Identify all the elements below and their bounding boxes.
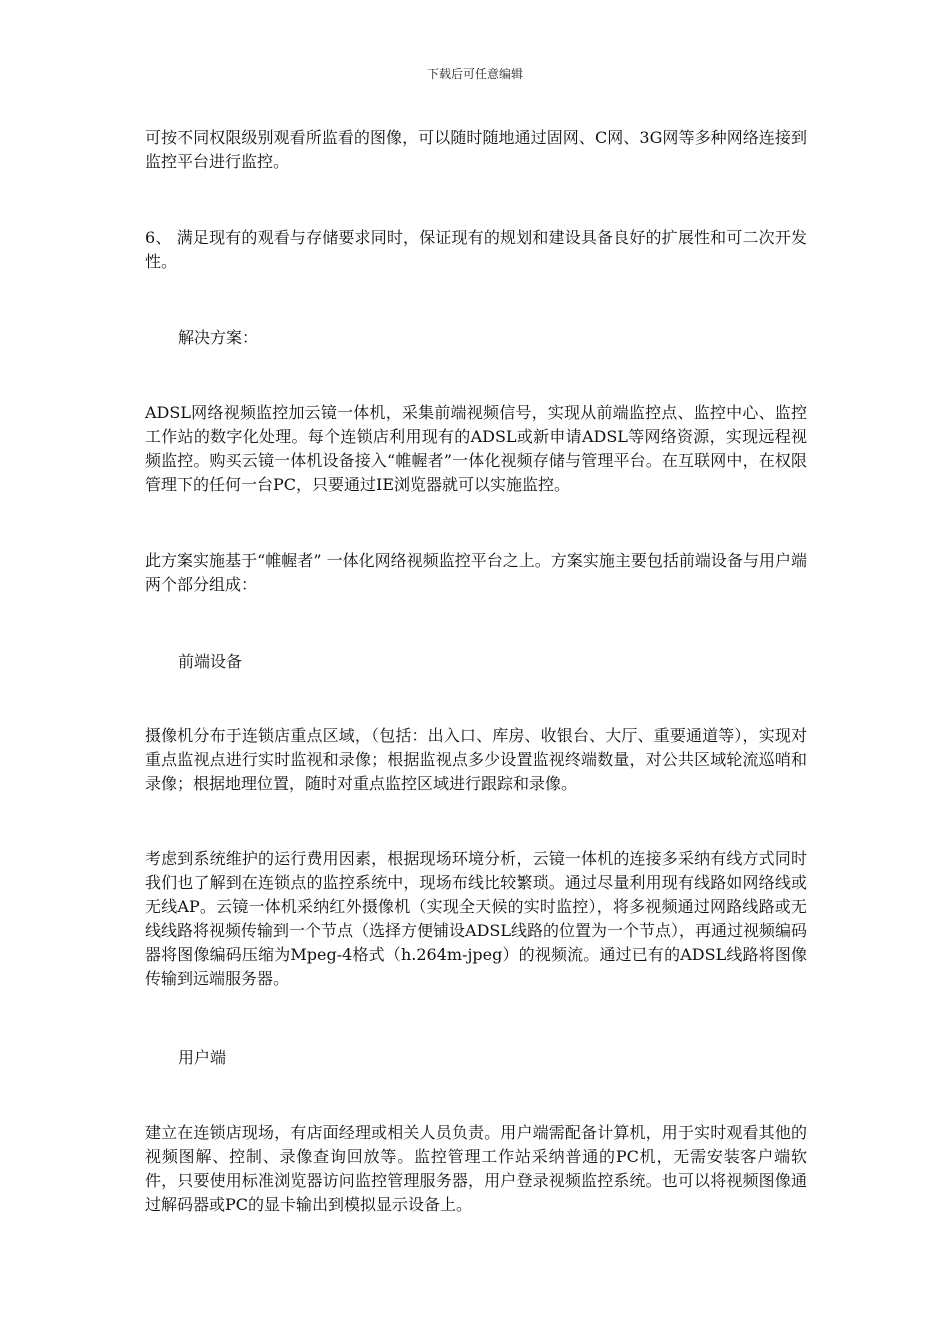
heading-solution: 解决方案： — [178, 328, 259, 347]
paragraph-adsl: ADSL网络视频监控加云镜一体机，采集前端视频信号，实现从前端监控点、监控中心、监控工作站的数字化处理。每个连锁店利用现有的ADSL或新申请ADSL等网络资源，实现远程视频监控。购买云镜一体机设备接入“帷幄者”一体化视频存储与管理平台。在互联网中，在权限管理下的任何一台PC，只要通过IE浏览器就可以实施监控。 — [145, 403, 807, 494]
paragraph-client: 建立在连锁店现场，有店面经理或相关人员负责。用户端需配备计算机，用于实时观看其他的视频图解、控制、录像查询回放等。监控管理工作站采纳普通的PC机，无需安装客户端软件，只要使用标准浏览器访问监控管理服务器，用户登录视频监控系统。也可以将视频图像通过解码器或PC的显卡输出到模拟显示设备上。 — [145, 1123, 807, 1214]
header-note: 下载后可任意编辑 — [426, 67, 523, 81]
paragraph-requirement-6: 6、 满足现有的观看与存储要求同时，保证现有的规划和建设具备良好的扩展性和可二次开发性。 — [145, 228, 807, 271]
paragraph-platform: 此方案实施基于“帷幄者” 一体化网络视频监控平台之上。方案实施主要包括前端设备与用户端两个部分组成： — [145, 551, 807, 594]
heading-frontend: 前端设备 — [178, 652, 243, 671]
heading-client: 用户端 — [178, 1048, 227, 1067]
paragraph-wiring: 考虑到系统维护的运行费用因素，根据现场环境分析，云镜一体机的连接多采纳有线方式同时我们也了解到在连锁点的监控系统中，现场布线比较繁琐。通过尽量利用现有线路如网络线或无线AP。云镜一体机采纳红外摄像机（实现全天候的实时监控），将多视频通过网路线路或无线线路将视频传输到一个节点（选择方便铺设ADSL线路的位置为一个节点），再通过视频编码器将图像编码压缩为Mpeg-4格式（h.264m-jpeg）的视频流。通过已有的ADSL线路将图像传输到远端服务器。 — [145, 849, 807, 988]
paragraph-network-access: 可按不同权限级别观看所监看的图像，可以随时随地通过固网、C网、3G网等多种网络连接到监控平台进行监控。 — [145, 128, 807, 171]
paragraph-cameras: 摄像机分布于连锁店重点区域，（包括：出入口、库房、收银台、大厅、重要通道等），实现对重点监视点进行实时监视和录像；根据监视点多少设置监视终端数量，对公共区域轮流巡哨和录像；根据地理位置，随时对重点监控区域进行跟踪和录像。 — [145, 726, 807, 793]
